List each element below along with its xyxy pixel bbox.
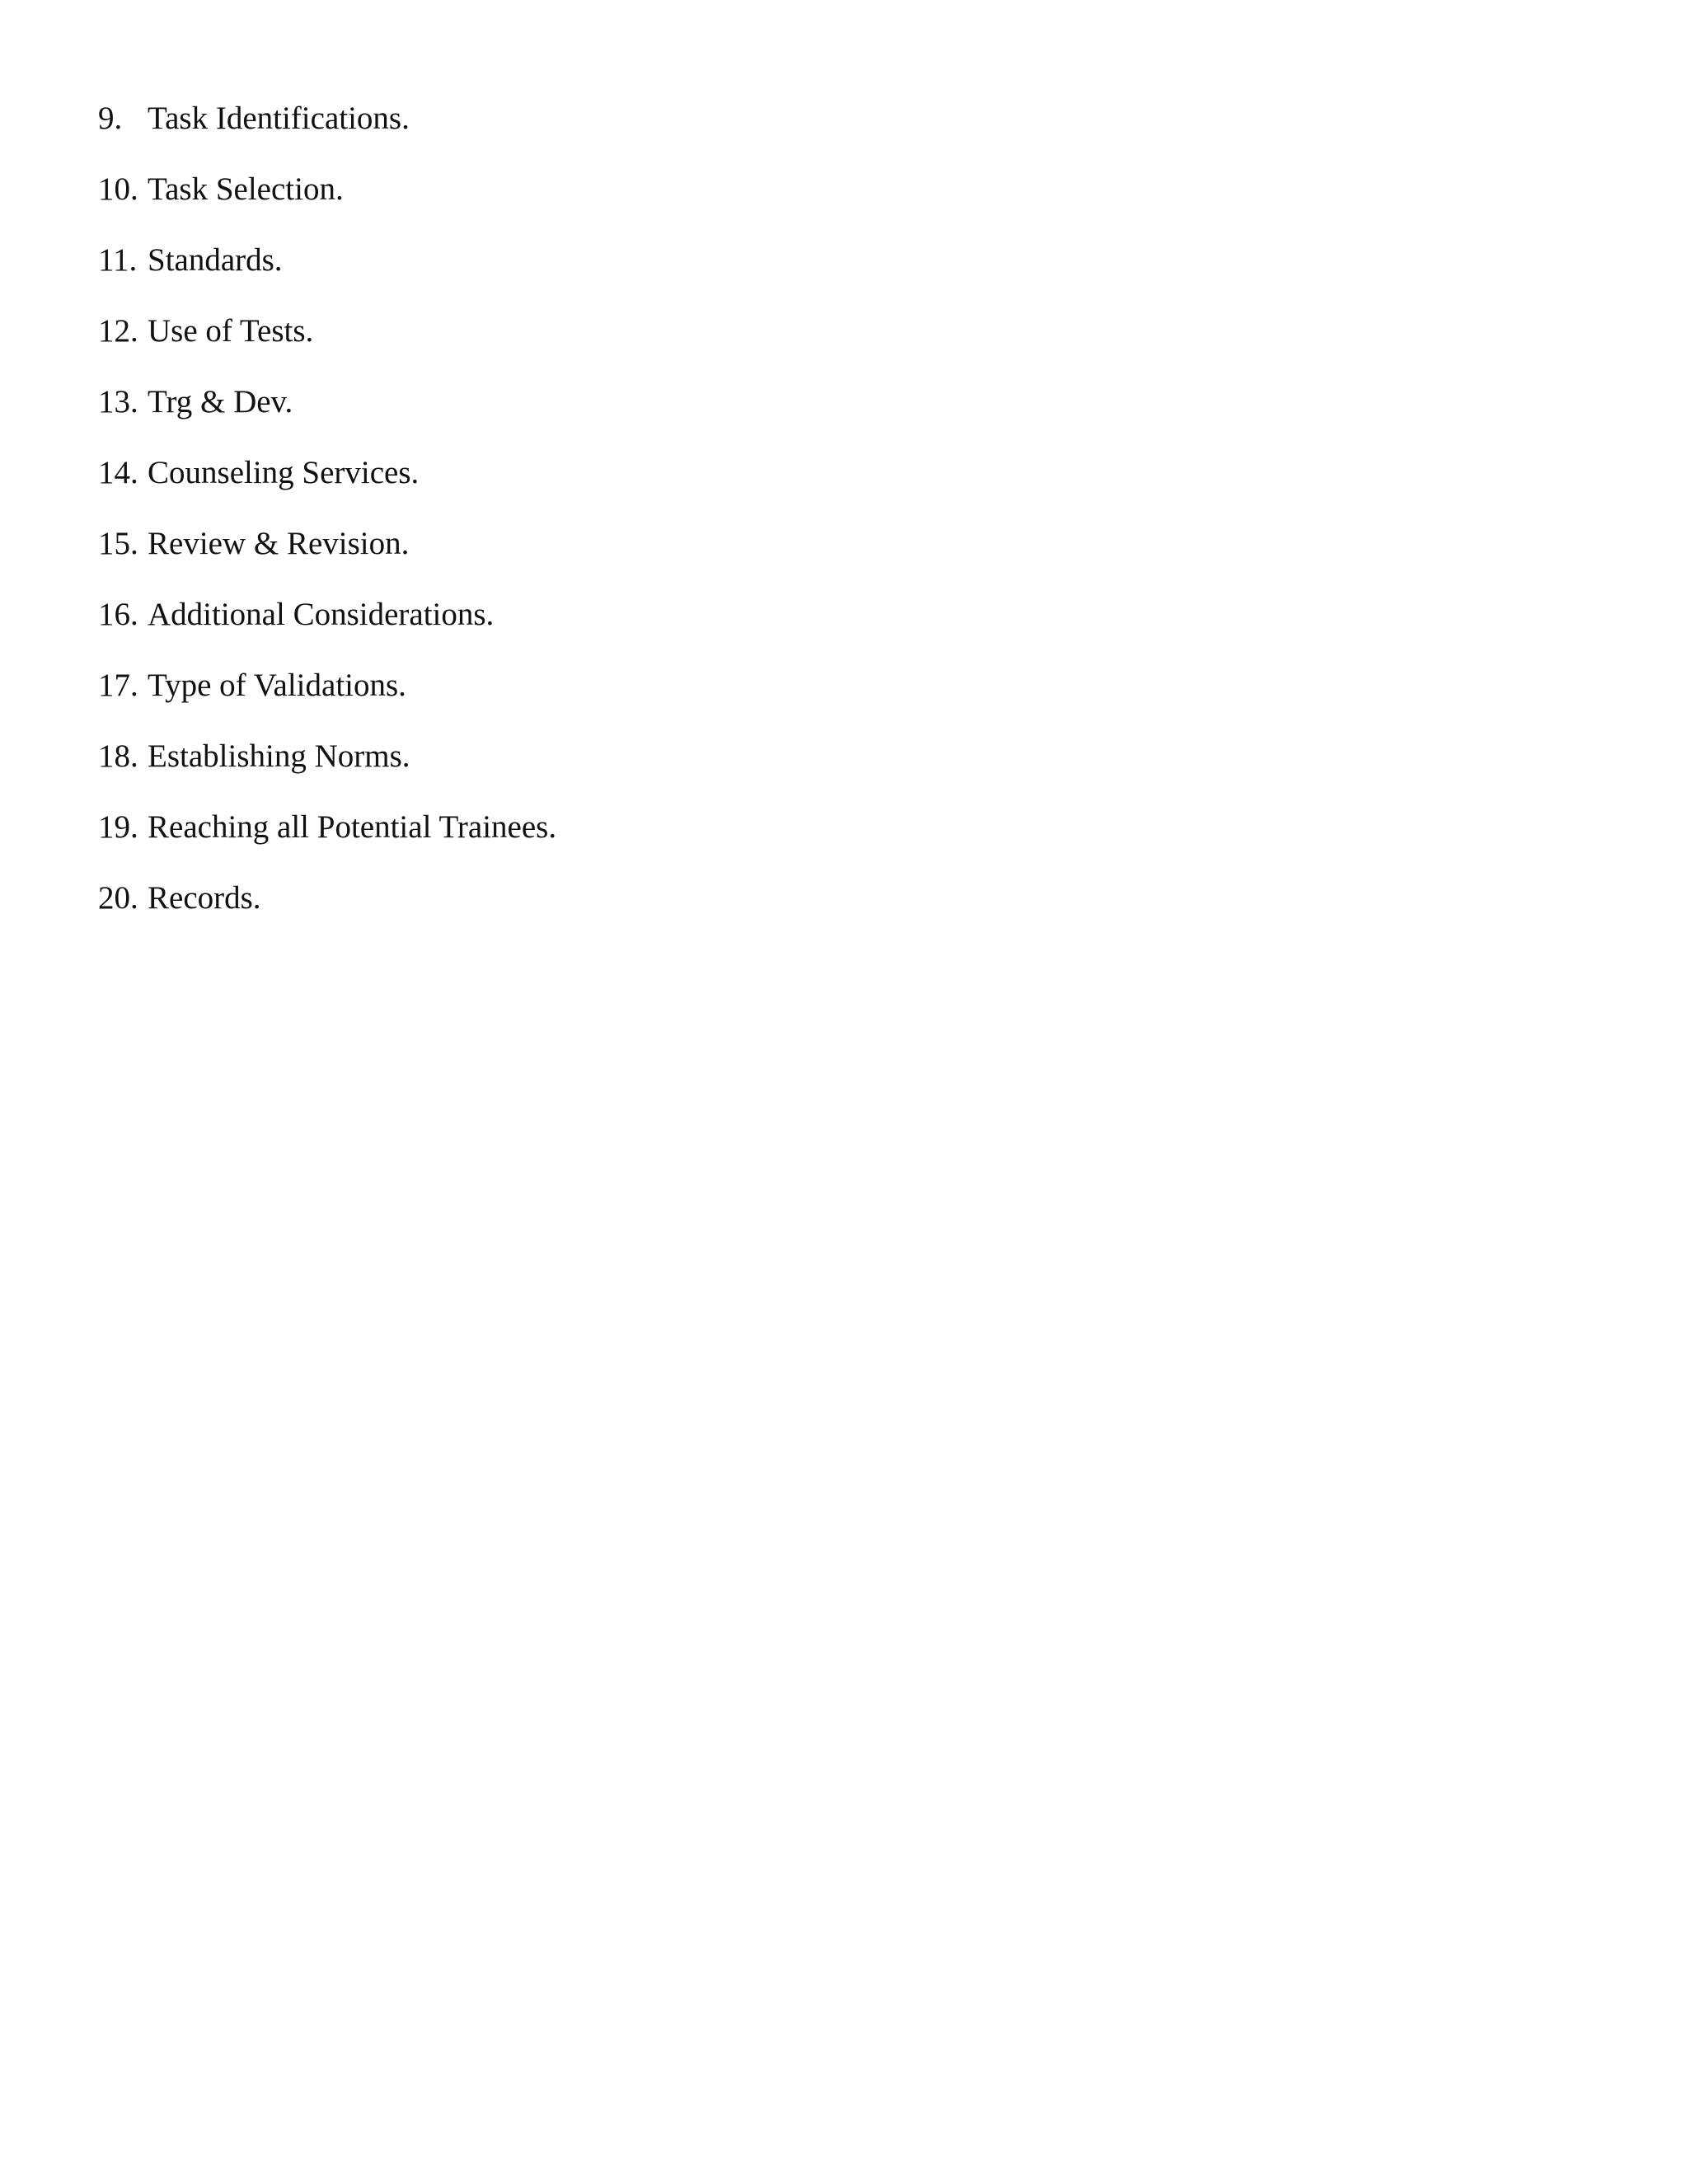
list-item-number: 14. <box>98 455 138 490</box>
list-item <box>98 377 556 448</box>
list-item-number: 15. <box>98 526 138 561</box>
list-item <box>98 165 556 236</box>
list-item-number: 18. <box>98 738 138 774</box>
list-item-number: 9. <box>98 101 123 136</box>
list-item <box>98 732 556 803</box>
list-item <box>98 803 556 874</box>
list-item <box>98 590 556 661</box>
list-item <box>98 236 556 307</box>
list-item-text: Trg & Dev. <box>148 384 293 419</box>
list-item-number: 12. <box>98 313 138 349</box>
list-item <box>98 519 556 590</box>
list-item-number: 10. <box>98 171 138 207</box>
list-item-text: Review & Revision. <box>148 526 410 561</box>
list-item-text: Records. <box>148 880 261 916</box>
list-item-number: 16. <box>98 597 138 632</box>
list-item-text: Task Identifications. <box>148 101 410 136</box>
list-item-number: 13. <box>98 384 138 419</box>
list-item <box>98 448 556 519</box>
list-item-text: Use of Tests. <box>148 313 314 349</box>
list-item-number: 20. <box>98 880 138 916</box>
list-item-text: Establishing Norms. <box>148 738 410 774</box>
list-item <box>98 661 556 732</box>
list-item-text: Standards. <box>148 242 283 278</box>
list-item-text: Additional Considerations. <box>148 597 495 632</box>
list-item-text: Type of Validations. <box>148 668 406 703</box>
numbered-list <box>98 94 556 944</box>
list-item-text: Reaching all Potential Trainees. <box>148 809 557 845</box>
list-item-number: 19. <box>98 809 138 845</box>
list-item-text: Counseling Services. <box>148 455 420 490</box>
list-item-number: 11. <box>98 242 138 278</box>
list-item-number: 17. <box>98 668 138 703</box>
list-item <box>98 307 556 377</box>
list-item <box>98 94 556 165</box>
list-item <box>98 874 556 944</box>
list-item-text: Task Selection. <box>148 171 344 207</box>
